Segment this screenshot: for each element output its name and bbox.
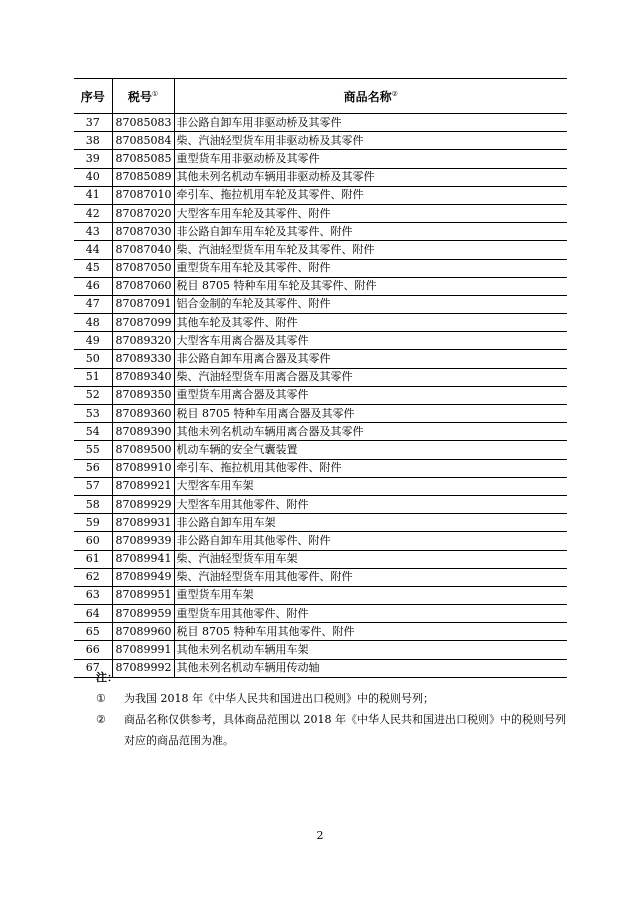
row-code: 87089929 (112, 495, 174, 513)
row-seq: 42 (74, 204, 112, 222)
row-code: 87089500 (112, 441, 174, 459)
row-name: 柴、汽油轻型货车用非驱动桥及其零件 (174, 132, 567, 150)
table-row (74, 405, 567, 423)
row-seq: 54 (74, 423, 112, 441)
row-seq: 37 (74, 114, 112, 132)
row-code: 87085089 (112, 168, 174, 186)
row-code: 87087010 (112, 186, 174, 204)
row-name: 税目 8705 特种车用其他零件、附件 (174, 623, 567, 641)
row-name: 税目 8705 特种车用离合器及其零件 (174, 405, 567, 423)
row-name: 税目 8705 特种车用车轮及其零件、附件 (174, 277, 567, 295)
row-name: 牵引车、拖拉机用车轮及其零件、附件 (174, 186, 567, 204)
row-seq: 40 (74, 168, 112, 186)
row-seq: 41 (74, 186, 112, 204)
table-row (74, 623, 567, 641)
table-row (74, 641, 567, 659)
note-text: 为我国 2018 年《中华人民共和国进出口税则》中的税则号列； (124, 692, 434, 705)
table-row (74, 150, 567, 168)
row-code: 87087060 (112, 277, 174, 295)
row-code: 87087091 (112, 295, 174, 313)
notes-title: 注： (96, 671, 118, 684)
row-name: 重型货车用车架 (174, 586, 567, 604)
row-name: 其他未列名机动车辆用传动轴 (174, 659, 567, 677)
table-row (74, 223, 567, 241)
row-seq: 50 (74, 350, 112, 368)
row-seq: 38 (74, 132, 112, 150)
row-code: 87089931 (112, 514, 174, 532)
row-name: 重型货车用车轮及其零件、附件 (174, 259, 567, 277)
header-name (174, 79, 567, 114)
row-code: 87089960 (112, 623, 174, 641)
row-name: 其他未列名机动车辆用离合器及其零件 (174, 423, 567, 441)
note-text: 商品名称仅供参考，具体商品范围以 2018 年《中华人民共和国进出口税则》中的税则号列对应的商品范围为准。 (124, 713, 566, 747)
row-code: 87089910 (112, 459, 174, 477)
table-row (74, 241, 567, 259)
row-code: 87089350 (112, 386, 174, 404)
header-code-label: 税号 (127, 89, 152, 104)
table-row (74, 350, 567, 368)
row-seq: 65 (74, 623, 112, 641)
header-name-label: 商品名称 (343, 89, 392, 104)
note-item (96, 688, 566, 709)
row-code: 87089939 (112, 532, 174, 550)
row-seq: 57 (74, 477, 112, 495)
row-code: 87089330 (112, 350, 174, 368)
row-name: 非公路自卸车用车轮及其零件、附件 (174, 223, 567, 241)
row-name: 非公路自卸车用离合器及其零件 (174, 350, 567, 368)
row-code: 87089992 (112, 659, 174, 677)
table-row (74, 550, 567, 568)
row-code: 87087050 (112, 259, 174, 277)
row-seq: 49 (74, 332, 112, 350)
row-seq: 62 (74, 568, 112, 586)
page-number: 2 (316, 829, 324, 842)
note-item (96, 709, 566, 751)
row-name: 大型客车用车轮及其零件、附件 (174, 204, 567, 222)
row-seq: 53 (74, 405, 112, 423)
row-seq: 52 (74, 386, 112, 404)
row-name: 非公路自卸车用车架 (174, 514, 567, 532)
row-name: 机动车辆的安全气囊装置 (174, 441, 567, 459)
table-row (74, 532, 567, 550)
row-name: 大型客车用离合器及其零件 (174, 332, 567, 350)
row-name: 重型货车用其他零件、附件 (174, 605, 567, 623)
row-name: 非公路自卸车用非驱动桥及其零件 (174, 114, 567, 132)
row-name: 大型客车用其他零件、附件 (174, 495, 567, 513)
row-seq: 47 (74, 295, 112, 313)
footnote-mark-2: ② (391, 89, 398, 98)
row-name: 铝合金制的车轮及其零件、附件 (174, 295, 567, 313)
table-row (74, 277, 567, 295)
row-code: 87089360 (112, 405, 174, 423)
row-seq: 56 (74, 459, 112, 477)
table-row (74, 332, 567, 350)
row-name: 柴、汽油轻型货车用车架 (174, 550, 567, 568)
row-name: 牵引车、拖拉机用其他零件、附件 (174, 459, 567, 477)
table-row (74, 186, 567, 204)
header-code (112, 79, 174, 114)
table-header-row (74, 79, 567, 114)
row-seq: 46 (74, 277, 112, 295)
row-name: 其他未列名机动车辆用车架 (174, 641, 567, 659)
note-mark: ① (96, 692, 106, 705)
table-row (74, 386, 567, 404)
row-name: 其他未列名机动车辆用非驱动桥及其零件 (174, 168, 567, 186)
row-code: 87089340 (112, 368, 174, 386)
notes-section (96, 667, 566, 751)
table-row (74, 168, 567, 186)
row-name: 柴、汽油轻型货车用车轮及其零件、附件 (174, 241, 567, 259)
row-seq: 59 (74, 514, 112, 532)
row-seq: 48 (74, 314, 112, 332)
row-code: 87087020 (112, 204, 174, 222)
footnote-mark-1: ① (151, 89, 159, 98)
row-name: 重型货车用离合器及其零件 (174, 386, 567, 404)
row-name: 重型货车用非驱动桥及其零件 (174, 150, 567, 168)
tariff-table (74, 78, 567, 678)
table-row (74, 132, 567, 150)
row-seq: 43 (74, 223, 112, 241)
row-code: 87089959 (112, 605, 174, 623)
row-code: 87089951 (112, 586, 174, 604)
row-code: 87085084 (112, 132, 174, 150)
row-code: 87087030 (112, 223, 174, 241)
table-row (74, 295, 567, 313)
row-name: 大型客车用车架 (174, 477, 567, 495)
row-name: 其他车轮及其零件、附件 (174, 314, 567, 332)
row-code: 87089320 (112, 332, 174, 350)
table-row (74, 114, 567, 132)
row-code: 87089991 (112, 641, 174, 659)
row-name: 非公路自卸车用其他零件、附件 (174, 532, 567, 550)
table-row (74, 368, 567, 386)
row-code: 87089949 (112, 568, 174, 586)
table-row (74, 495, 567, 513)
table-row (74, 423, 567, 441)
row-seq: 39 (74, 150, 112, 168)
row-seq: 63 (74, 586, 112, 604)
row-seq: 51 (74, 368, 112, 386)
table-body (74, 114, 567, 678)
table-row (74, 314, 567, 332)
table-row (74, 586, 567, 604)
table-row (74, 477, 567, 495)
row-code: 87089390 (112, 423, 174, 441)
row-code: 87087099 (112, 314, 174, 332)
table-row (74, 605, 567, 623)
row-seq: 67 (74, 659, 112, 677)
table-row (74, 514, 567, 532)
table-row (74, 259, 567, 277)
row-code: 87087040 (112, 241, 174, 259)
table-row (74, 568, 567, 586)
header-seq: 序号 (74, 79, 112, 114)
row-seq: 45 (74, 259, 112, 277)
row-name: 柴、汽油轻型货车用其他零件、附件 (174, 568, 567, 586)
row-seq: 60 (74, 532, 112, 550)
row-code: 87085083 (112, 114, 174, 132)
row-code: 87089921 (112, 477, 174, 495)
row-code: 87085085 (112, 150, 174, 168)
note-mark: ② (96, 713, 106, 726)
table-row (74, 204, 567, 222)
table-row (74, 441, 567, 459)
row-name: 柴、汽油轻型货车用离合器及其零件 (174, 368, 567, 386)
row-code: 87089941 (112, 550, 174, 568)
row-seq: 61 (74, 550, 112, 568)
row-seq: 55 (74, 441, 112, 459)
row-seq: 58 (74, 495, 112, 513)
table-row (74, 459, 567, 477)
row-seq: 44 (74, 241, 112, 259)
row-seq: 66 (74, 641, 112, 659)
row-seq: 64 (74, 605, 112, 623)
